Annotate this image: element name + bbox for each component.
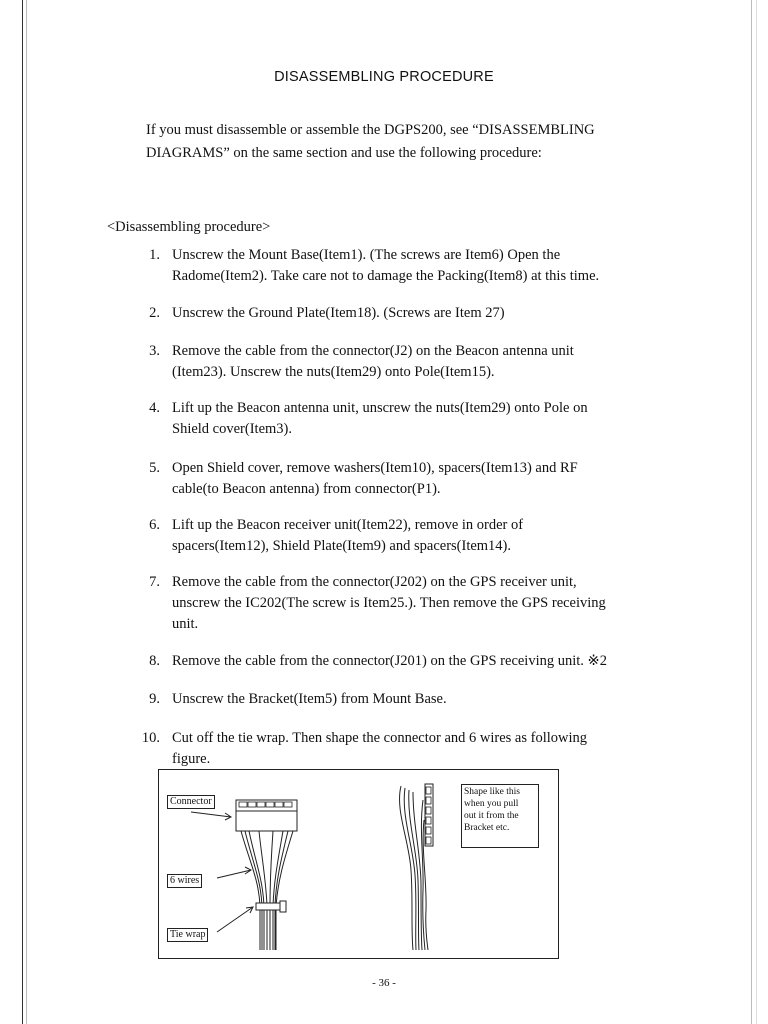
page-edge-right <box>751 0 752 1024</box>
step-line: Radome(Item2). Take care not to damage the Packing(Item8) at this time. <box>172 268 600 284</box>
intro-line: DIAGRAMS” on the same section and use the following procedure: <box>146 145 542 161</box>
step-text <box>172 572 672 635</box>
step-number: 5. <box>149 460 160 476</box>
note-line: Bracket etc. <box>464 823 510 833</box>
step-number: 2. <box>149 305 160 321</box>
step-line: Unscrew the Ground Plate(Item18). (Screws are Item 27) <box>172 305 505 321</box>
page-title: DISASSEMBLING PROCEDURE <box>274 69 494 85</box>
step-text <box>172 689 672 710</box>
step-number: 9. <box>149 691 160 707</box>
shape-note <box>461 784 539 848</box>
step-line: Remove the cable from the connector(J201) on the GPS receiving unit. ※2 <box>172 653 607 669</box>
page-edge-right-outer <box>756 0 757 1024</box>
note-line: when you pull <box>464 799 519 809</box>
procedure-heading: <Disassembling procedure> <box>107 219 271 235</box>
step-text <box>172 515 672 557</box>
step-text <box>172 728 672 770</box>
step-line: Lift up the Beacon antenna unit, unscrew the nuts(Item29) onto Pole on <box>172 400 588 416</box>
step-line: unit. <box>172 616 199 632</box>
step-text <box>172 245 672 287</box>
step-text <box>172 651 672 672</box>
step-line: (Item23). Unscrew the nuts(Item29) onto Pole(Item15). <box>172 364 495 380</box>
step-line: Remove the cable from the connector(J202) on the GPS receiver unit, <box>172 574 577 590</box>
step-line: Open Shield cover, remove washers(Item10), spacers(Item13) and RF <box>172 460 578 476</box>
step-line: Unscrew the Mount Base(Item1). (The screws are Item6) Open the <box>172 247 561 263</box>
page-edge-left-inner <box>26 0 27 1024</box>
step-text <box>172 398 672 440</box>
intro-paragraph <box>146 119 646 165</box>
step-line: cable(to Beacon antenna) from connector(P1). <box>172 481 441 497</box>
step-number: 1. <box>149 247 160 263</box>
step-number: 7. <box>149 574 160 590</box>
note-line: out it from the <box>464 811 519 821</box>
step-text <box>172 458 672 500</box>
step-text <box>172 341 672 383</box>
step-number: 6. <box>149 517 160 533</box>
step-line: figure. <box>172 751 211 767</box>
page-number: - 36 - <box>372 977 396 989</box>
step-line: unscrew the IC202(The screw is Item25.). Then remove the GPS receiving <box>172 595 606 611</box>
tie-wrap-label: Tie wrap <box>167 928 208 942</box>
step-number: 8. <box>149 653 160 669</box>
step-line: spacers(Item12), Shield Plate(Item9) and spacers(Item14). <box>172 538 512 554</box>
step-text <box>172 303 672 324</box>
connector-label: Connector <box>167 795 215 809</box>
step-number: 10. <box>141 730 160 746</box>
page-edge-left <box>22 0 23 1024</box>
step-line: Unscrew the Bracket(Item5) from Mount Base. <box>172 691 447 707</box>
step-number: 3. <box>149 343 160 359</box>
step-line: Remove the cable from the connector(J2) on the Beacon antenna unit <box>172 343 574 359</box>
intro-line: If you must disassemble or assemble the DGPS200, see “DISASSEMBLING <box>146 122 595 138</box>
step-line: Lift up the Beacon receiver unit(Item22), remove in order of <box>172 517 524 533</box>
step-line: Shield cover(Item3). <box>172 421 292 437</box>
wires-label: 6 wires <box>167 874 202 888</box>
note-line: Shape like this <box>464 787 520 797</box>
step-line: Cut off the tie wrap. Then shape the connector and 6 wires as following <box>172 730 588 746</box>
step-number: 4. <box>149 400 160 416</box>
